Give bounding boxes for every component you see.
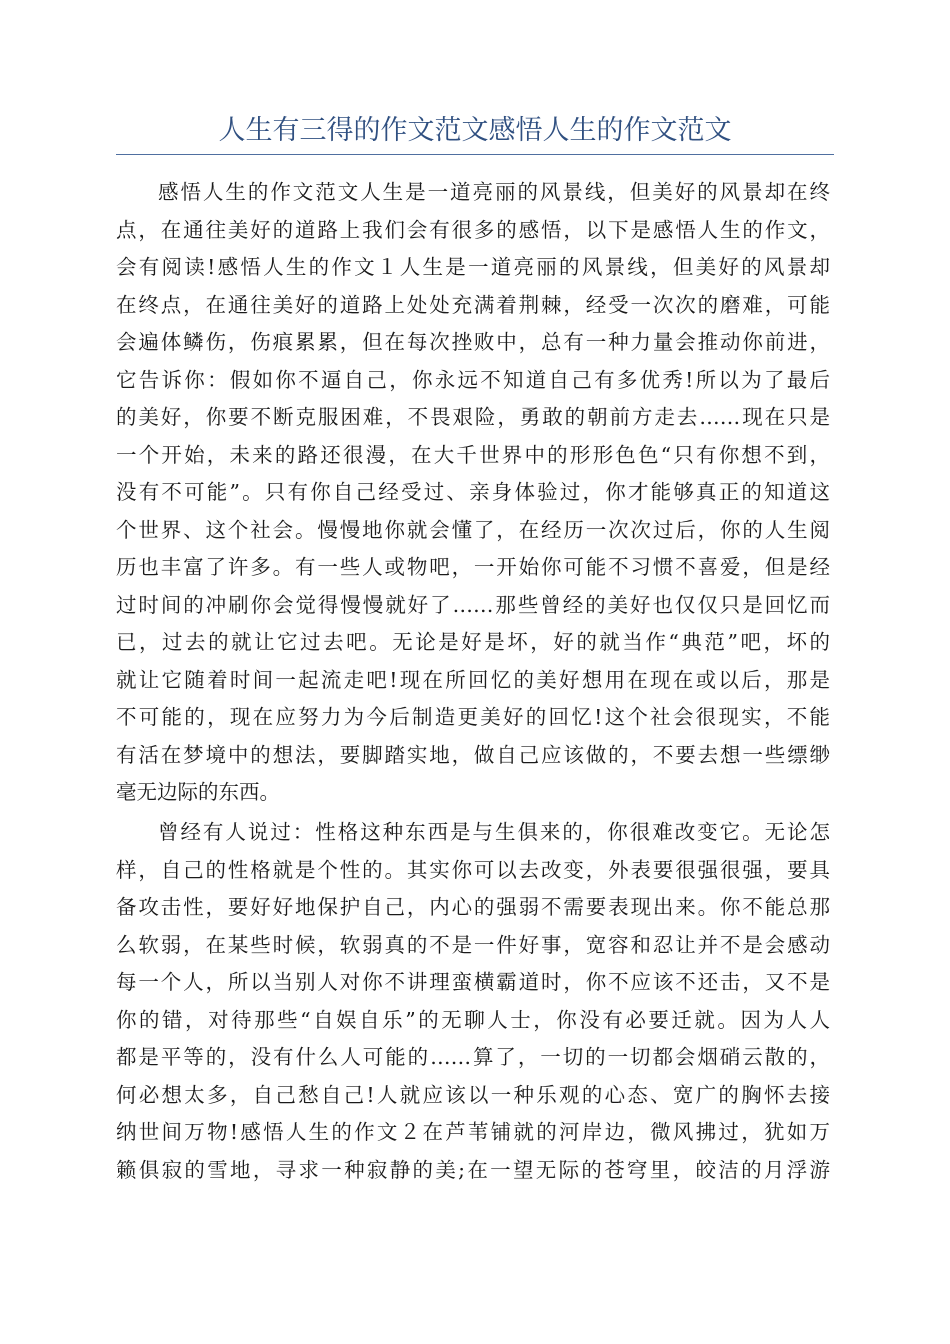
paragraph-line: 不可能的，现在应努力为今后制造更美好的回忆!这个社会很现实，不能 [116, 705, 830, 729]
paragraph-line: 样，自己的性格就是个性的。其实你可以去改变，外表要很强很强，要具 [116, 857, 830, 882]
paragraph-line: 历也丰富了许多。有一些人或物吧，一开始你可能不习惯不喜爱，但是经 [116, 555, 830, 579]
paragraph-line: 过时间的冲刷你会觉得慢慢就好了……那些曾经的美好也仅仅只是回忆而 [116, 592, 830, 617]
paragraph-line: 籁俱寂的雪地，寻求一种寂静的美;在一望无际的苍穹里，皎洁的月浮游 [116, 1157, 830, 1182]
paragraph-line: 会有阅读!感悟人生的作文１人生是一道亮丽的风景线，但美好的风景却 [116, 255, 830, 279]
paragraph-line: 一个开始，未来的路还很漫，在大千世界中的形形色色“只有你想不到， [116, 442, 830, 467]
paragraph-line: 没有不可能”。只有你自己经受过、亲身体验过，你才能够真正的知道这 [116, 480, 830, 504]
paragraph-line: 你的错，对待那些“自娱自乐”的无聊人士，你没有必要迁就。因为人人 [116, 1007, 830, 1032]
paragraph-line: 个世界、这个社会。慢慢地你就会懂了，在经历一次次过后，你的人生阅 [116, 517, 830, 542]
paragraph-1 [116, 174, 830, 812]
paragraph-line: 就让它随着时间一起流走吧!现在所回忆的美好想用在现在或以后，那是 [116, 667, 830, 692]
paragraph-line: 曾经有人说过：性格这种东西是与生俱来的，你很难改变它。无论怎 [158, 820, 830, 844]
paragraph-line: 毫无边际的东西。 [116, 780, 280, 804]
document-title: 人生有三得的作文范文感悟人生的作文范文 [218, 115, 732, 146]
paragraph-line: 已，过去的就让它过去吧。无论是好是坏，好的就当作“典范”吧，坏的 [116, 630, 830, 654]
paragraph-line: 有活在梦境中的想法，要脚踏实地，做自己应该做的，不要去想一些缥缈 [116, 742, 830, 767]
paragraph-line: 纳世间万物!感悟人生的作文２在芦苇铺就的河岸边，微风拂过，犹如万 [116, 1120, 830, 1144]
paragraph-line: 感悟人生的作文范文人生是一道亮丽的风景线，但美好的风景却在终 [158, 180, 830, 204]
paragraph-2 [116, 814, 830, 1189]
paragraph-line: 何必想太多，自己愁自己!人就应该以一种乐观的心态、宽广的胸怀去接 [116, 1082, 830, 1107]
paragraph-line: 备攻击性，要好好地保护自己，内心的强弱不需要表现出来。你不能总那 [116, 895, 830, 919]
paragraph-line: 在终点，在通往美好的道路上处处充满着荆棘，经受一次次的磨难，可能 [116, 292, 830, 317]
paragraph-line: 它告诉你：假如你不逼自己，你永远不知道自己有多优秀!所以为了最后 [116, 367, 830, 392]
paragraph-line: 的美好，你要不断克服困难，不畏艰险，勇敢的朝前方走去……现在只是 [116, 405, 830, 429]
title-underline [116, 154, 834, 155]
paragraph-line: 会遍体鳞伤，伤痕累累，但在每次挫败中，总有一种力量会推动你前进， [116, 330, 830, 354]
paragraph-line: 都是平等的，没有什么人可能的……算了，一切的一切都会烟硝云散的， [116, 1045, 830, 1069]
paragraph-line: 点，在通往美好的道路上我们会有很多的感悟，以下是感悟人生的作文， [116, 217, 830, 242]
paragraph-line: 么软弱，在某些时候，软弱真的不是一件好事，宽容和忍让并不是会感动 [116, 932, 830, 957]
paragraph-line: 每一个人，所以当别人对你不讲理蛮横霸道时，你不应该不还击，又不是 [116, 970, 830, 994]
